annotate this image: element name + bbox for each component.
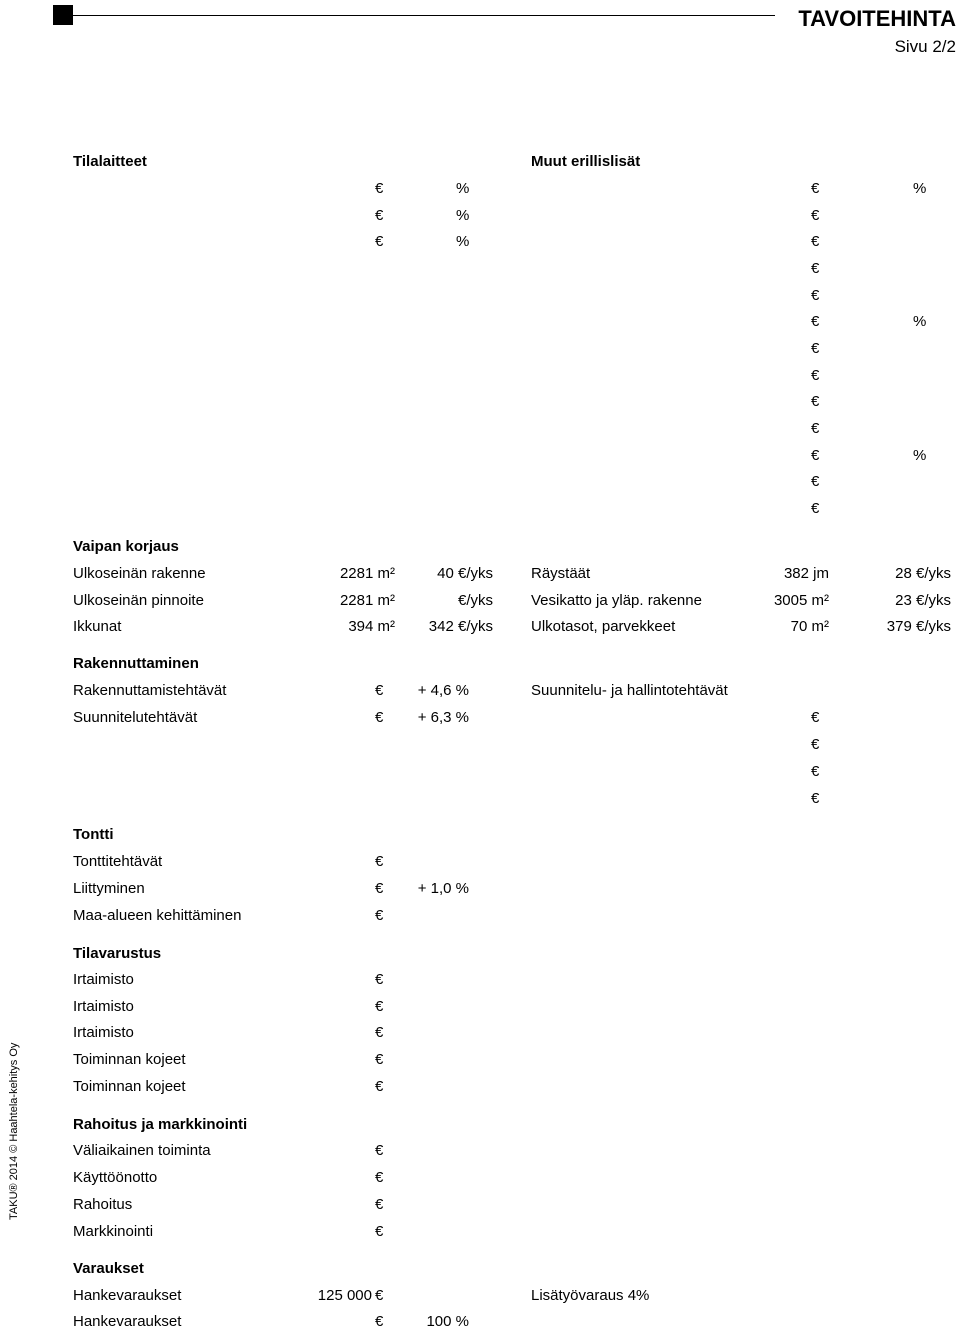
- item-label: Maa-alueen kehittäminen: [73, 907, 242, 924]
- item-label: Irtaimisto: [73, 1024, 134, 1041]
- euro-symbol: €: [811, 260, 820, 277]
- euro-symbol: €: [375, 1142, 384, 1159]
- euro-symbol: €: [375, 1024, 384, 1041]
- percent-value: + 6,3 %: [417, 709, 469, 726]
- euro-symbol: €: [811, 709, 820, 726]
- header-square: [53, 5, 73, 25]
- item-unit-price: 379 €/yks: [886, 618, 951, 635]
- euro-symbol: €: [375, 880, 384, 897]
- rahoitus-heading: Rahoitus ja markkinointi: [73, 1116, 248, 1133]
- page-number: Sivu 2/2: [894, 37, 956, 56]
- item-label: Tonttitehtävät: [73, 853, 163, 870]
- item-label: Suunnitelutehtävät: [73, 709, 198, 726]
- euro-symbol: €: [375, 1196, 384, 1213]
- percent-value: 100 %: [426, 1313, 469, 1330]
- euro-symbol: €: [811, 340, 820, 357]
- item-unit-price: 40 €/yks: [437, 565, 493, 582]
- item-label: Hankevaraukset: [73, 1313, 182, 1330]
- item-quantity: 2281 m²: [339, 592, 395, 609]
- item-unit-price: 23 €/yks: [895, 592, 951, 609]
- item-label: Toiminnan kojeet: [73, 1078, 186, 1095]
- euro-symbol: €: [375, 853, 384, 870]
- euro-symbol: €: [375, 1313, 384, 1330]
- euro-symbol: €: [375, 1051, 384, 1068]
- euro-symbol: €: [811, 367, 820, 384]
- copyright-note: TAKU® 2014 © Haahtela-kehitys Oy: [8, 1042, 20, 1220]
- euro-symbol: €: [375, 1078, 384, 1095]
- tilavarustus-heading: Tilavarustus: [73, 945, 162, 962]
- amount-value: 125 000: [317, 1287, 372, 1304]
- percent-value: %: [456, 233, 470, 250]
- euro-symbol: €: [375, 1287, 384, 1304]
- page-title: TAVOITEHINTA: [798, 6, 956, 31]
- item-label: Liittyminen: [73, 880, 145, 897]
- euro-symbol: €: [375, 971, 384, 988]
- vaippa-heading: Vaipan korjaus: [73, 538, 179, 555]
- item-unit-price: €/yks: [457, 592, 493, 609]
- euro-symbol: €: [811, 790, 820, 807]
- varaukset-heading: Varaukset: [73, 1260, 144, 1277]
- euro-symbol: €: [811, 233, 820, 250]
- suunnitelu-heading: Suunnitelu- ja hallintotehtävät: [531, 682, 728, 699]
- item-label: Toiminnan kojeet: [73, 1051, 186, 1068]
- lisatyovaraus-label: Lisätyövaraus 4%: [531, 1287, 650, 1304]
- euro-symbol: €: [811, 207, 820, 224]
- euro-symbol: €: [375, 682, 384, 699]
- euro-symbol: €: [811, 736, 820, 753]
- item-label: Ulkoseinän rakenne: [73, 565, 206, 582]
- tontti-heading: Tontti: [73, 826, 114, 843]
- item-label: Ulkotasot, parvekkeet: [531, 618, 676, 635]
- euro-symbol: €: [811, 447, 820, 464]
- item-label: Vesikatto ja yläp. rakenne: [531, 592, 702, 609]
- item-label: Ikkunat: [73, 618, 122, 635]
- euro-symbol: €: [811, 420, 820, 437]
- muut-heading: Muut erillislisät: [531, 153, 641, 170]
- percent-value: %: [913, 447, 927, 464]
- percent-value: + 4,6 %: [417, 682, 469, 699]
- euro-symbol: €: [375, 233, 384, 250]
- item-quantity: 382 jm: [783, 565, 829, 582]
- item-label: Käyttöönotto: [73, 1169, 158, 1186]
- item-quantity: 70 m²: [790, 618, 829, 635]
- item-label: Markkinointi: [73, 1223, 154, 1240]
- item-quantity: 394 m²: [348, 618, 395, 635]
- percent-value: %: [456, 207, 470, 224]
- item-label: Irtaimisto: [73, 998, 134, 1015]
- item-label: Hankevaraukset: [73, 1287, 182, 1304]
- euro-symbol: €: [375, 907, 384, 924]
- percent-value: %: [913, 313, 927, 330]
- percent-value: %: [913, 180, 927, 197]
- euro-symbol: €: [811, 393, 820, 410]
- tilalaitteet-heading: Tilalaitteet: [73, 153, 147, 170]
- percent-value: %: [456, 180, 470, 197]
- header-rule: [73, 15, 775, 16]
- rakennuttaminen-heading: Rakennuttaminen: [73, 655, 199, 672]
- item-label: Rahoitus: [73, 1196, 133, 1213]
- euro-symbol: €: [375, 207, 384, 224]
- euro-symbol: €: [811, 180, 820, 197]
- euro-symbol: €: [375, 1169, 384, 1186]
- euro-symbol: €: [375, 180, 384, 197]
- item-label: Räystäät: [531, 565, 591, 582]
- euro-symbol: €: [375, 998, 384, 1015]
- item-unit-price: 342 €/yks: [428, 618, 493, 635]
- euro-symbol: €: [811, 763, 820, 780]
- euro-symbol: €: [811, 500, 820, 517]
- item-label: Rakennuttamistehtävät: [73, 682, 227, 699]
- euro-symbol: €: [811, 287, 820, 304]
- percent-value: + 1,0 %: [417, 880, 469, 897]
- item-quantity: 3005 m²: [773, 592, 829, 609]
- euro-symbol: €: [375, 1223, 384, 1240]
- euro-symbol: €: [811, 473, 820, 490]
- euro-symbol: €: [811, 313, 820, 330]
- euro-symbol: €: [375, 709, 384, 726]
- item-label: Irtaimisto: [73, 971, 134, 988]
- item-label: Ulkoseinän pinnoite: [73, 592, 204, 609]
- item-quantity: 2281 m²: [339, 565, 395, 582]
- item-unit-price: 28 €/yks: [895, 565, 951, 582]
- item-label: Väliaikainen toiminta: [73, 1142, 211, 1159]
